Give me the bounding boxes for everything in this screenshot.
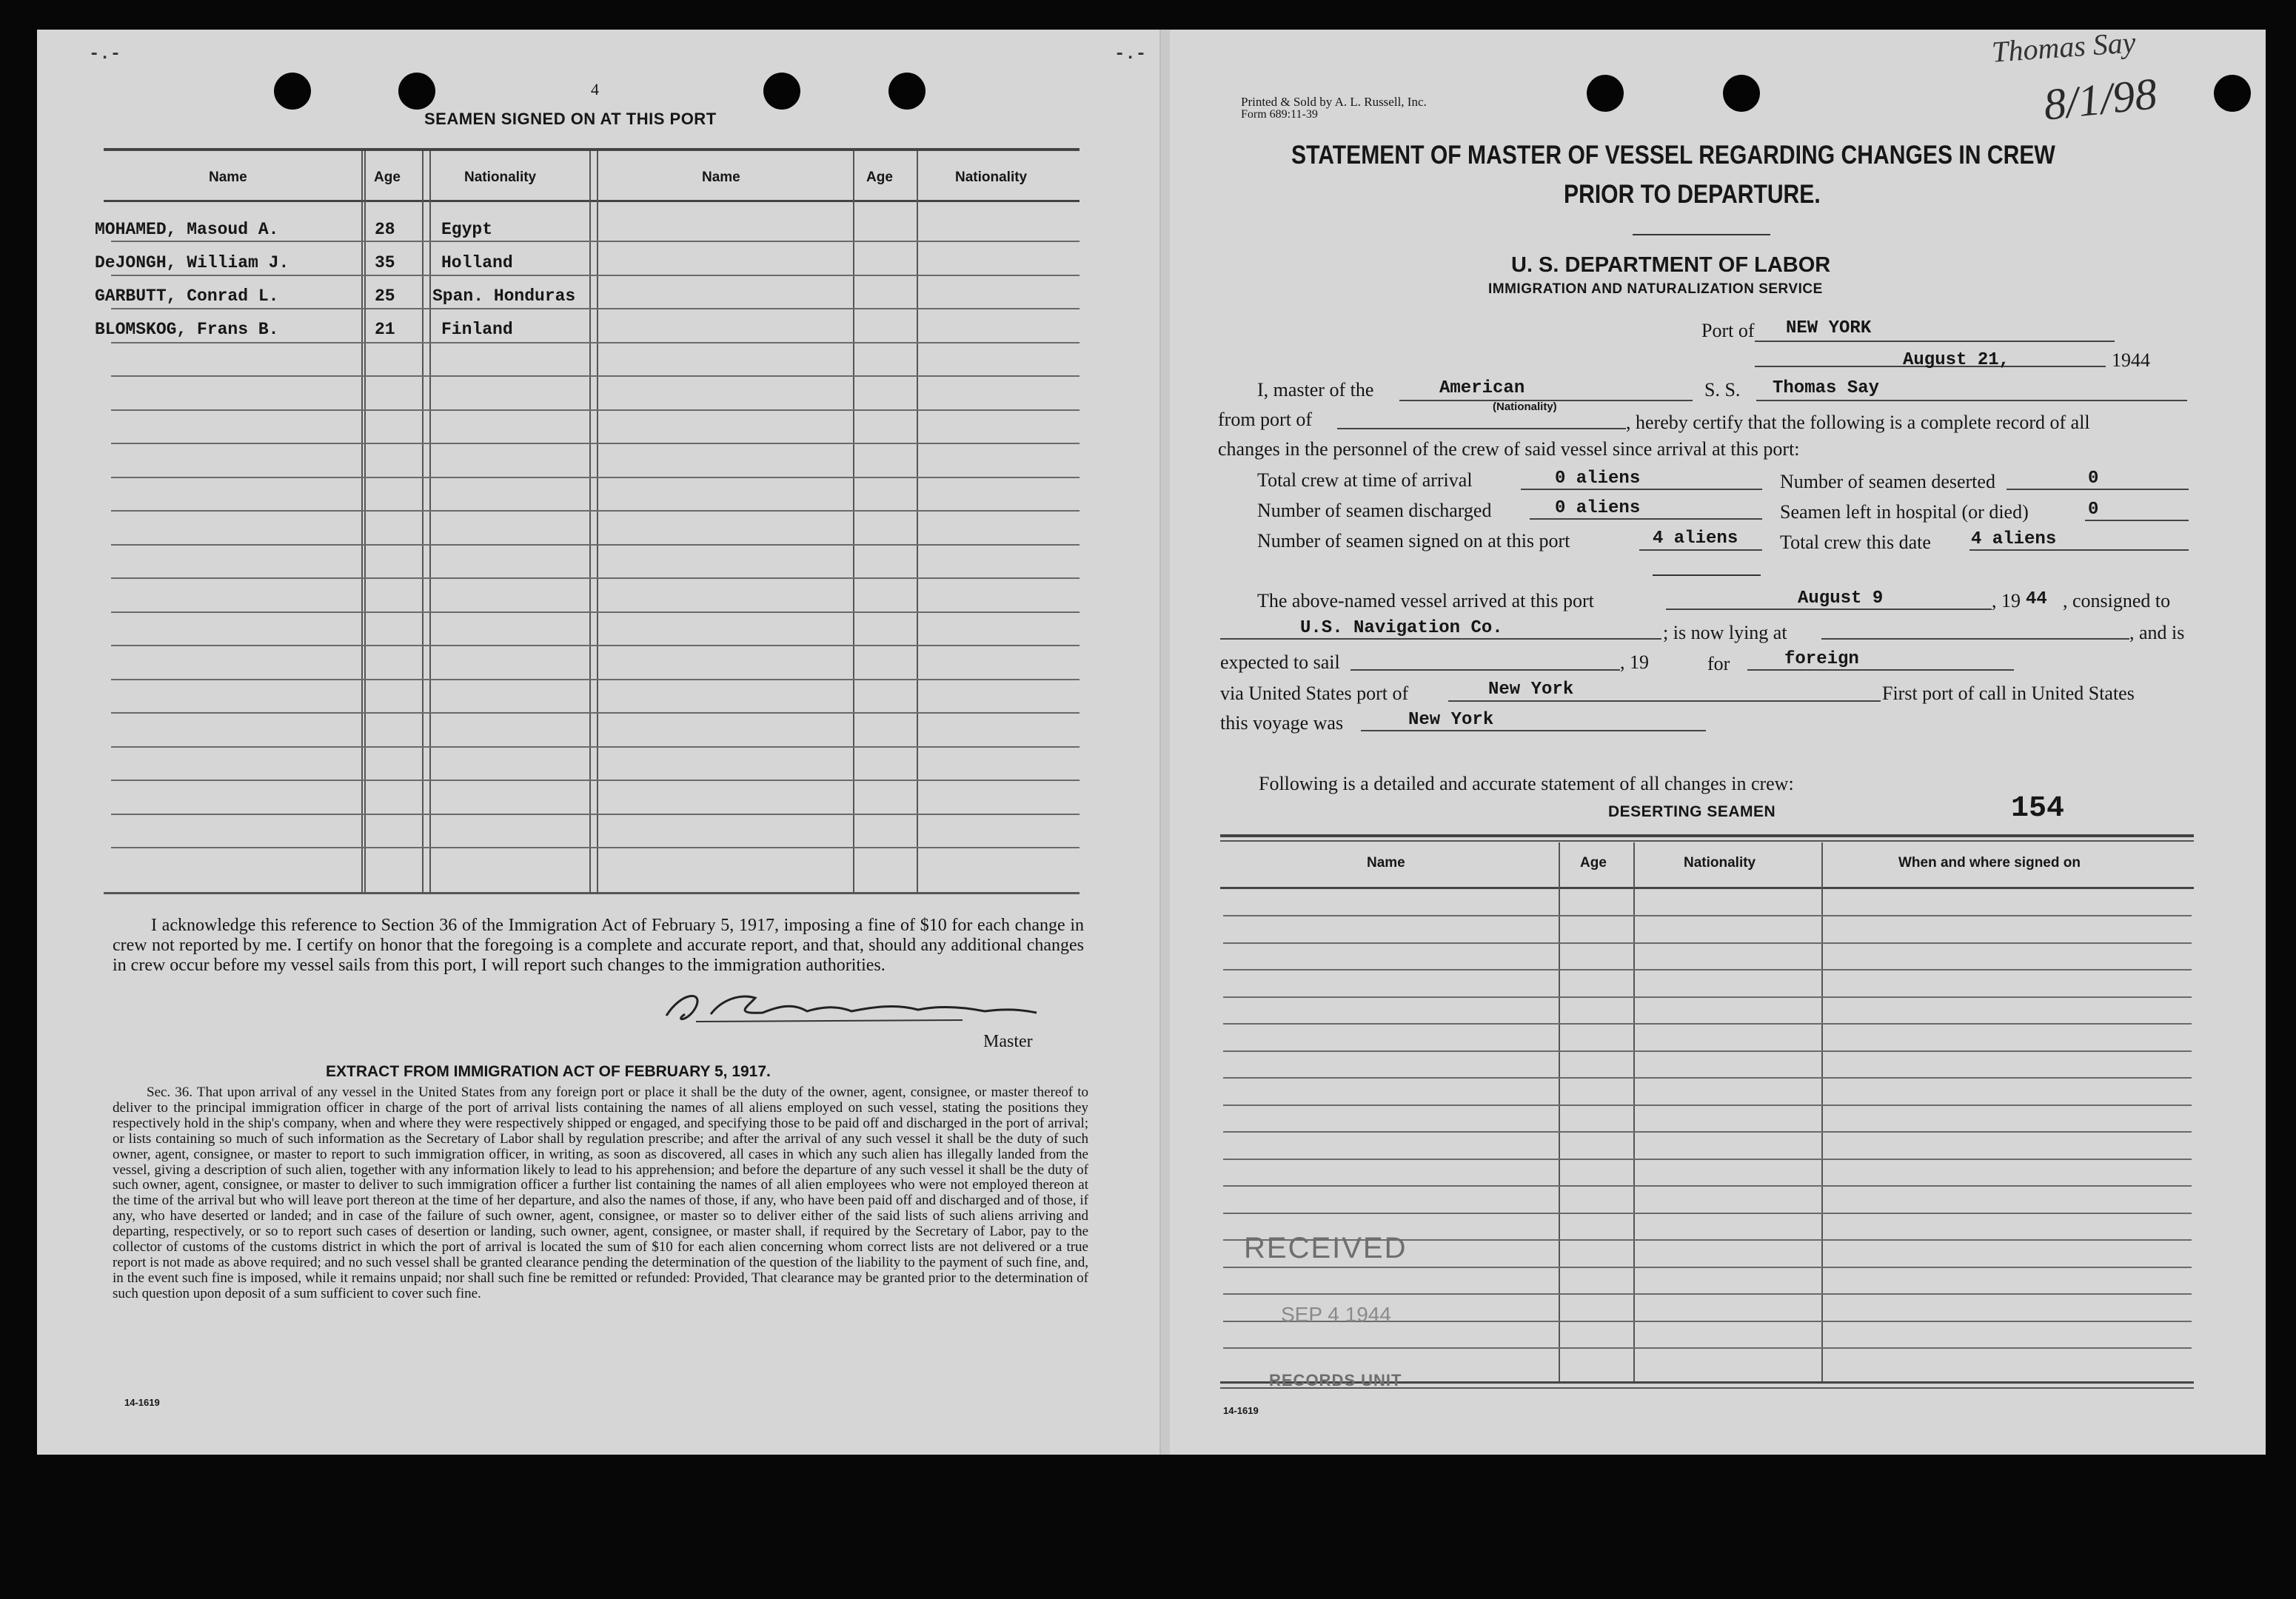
header-nationality: Nationality xyxy=(955,170,1028,185)
nationality-value: American xyxy=(1439,378,1525,398)
hospital-value: 0 xyxy=(2088,500,2099,520)
signed-on-label: Number of seamen signed on at this port xyxy=(1257,530,1570,552)
date-value: August 21, xyxy=(1903,350,2010,370)
table-rule-line xyxy=(111,746,1080,748)
table-rule-line xyxy=(111,544,1080,546)
printer-line: Printed & Sold by A. L. Russell, Inc. xyxy=(1241,95,1427,109)
total-crew-date-label: Total crew this date xyxy=(1780,532,1931,553)
table-row-nationality: Span. Honduras xyxy=(432,286,576,306)
table-rule-line xyxy=(1223,1050,2192,1052)
table-row-name: MOHAMED, Masoud A. xyxy=(95,220,279,239)
stamped-number: 154 xyxy=(2011,792,2065,825)
handwritten-number: 8/1/98 xyxy=(2041,69,2160,130)
table-rule-line xyxy=(111,241,1080,242)
header-nationality: Nationality xyxy=(1684,855,1756,871)
for-label: for xyxy=(1707,653,1730,674)
year-label: 1944 xyxy=(2112,349,2150,371)
expected-label: expected to sail xyxy=(1220,651,1340,673)
table-row-nationality: Holland xyxy=(441,253,513,272)
vessel-name: Thomas Say xyxy=(1773,378,1880,398)
table-row-nationality: Egypt xyxy=(441,220,493,239)
following-text: Following is a detailed and accurate statement of all changes in crew: xyxy=(1259,773,1794,794)
page-fold xyxy=(1159,30,1170,1455)
received-date-stamp: SEP 4 1944 xyxy=(1281,1303,1391,1326)
table-rule-line xyxy=(1223,1293,2192,1295)
table-rule-line xyxy=(111,645,1080,646)
table-row-age: 35 xyxy=(375,253,395,272)
page-number: 4 xyxy=(591,80,599,98)
table-rule-line xyxy=(1223,1267,2192,1268)
nationality-caption: (Nationality) xyxy=(1493,400,1557,413)
table-rule-line xyxy=(1223,915,2192,916)
changes-text: changes in the personnel of the crew of said vessel since arrival at this port: xyxy=(1218,438,1800,460)
table-rule-line xyxy=(1223,1185,2192,1187)
arrived-label: The above-named vessel arrived at this port xyxy=(1257,590,1594,611)
total-crew-arrival-label: Total crew at time of arrival xyxy=(1257,469,1473,491)
master-signature xyxy=(652,985,1051,1029)
table-rule-line xyxy=(1223,1347,2192,1349)
table-rule-line xyxy=(111,375,1080,377)
total-crew-date-value: 4 aliens xyxy=(1971,529,2057,549)
master-of-label: I, master of the xyxy=(1257,379,1374,400)
form-title: STATEMENT OF MASTER OF VESSEL REGARDING CHANGES IN CREW xyxy=(1291,141,2055,170)
punch-hole xyxy=(2214,75,2251,112)
table-rule-line xyxy=(111,577,1080,579)
lying-label: ; is now lying at xyxy=(1663,622,1787,643)
extract-title: EXTRACT FROM IMMIGRATION ACT OF FEBRUARY 5, 1917. xyxy=(326,1063,771,1080)
table-row-name: BLOMSKOG, Frans B. xyxy=(95,320,279,339)
via-label: via United States port of xyxy=(1220,683,1409,704)
certify-text: , hereby certify that the following is a complete record of all xyxy=(1626,412,2090,433)
port-of-label: Port of xyxy=(1701,320,1755,341)
table-rule-line xyxy=(1223,1159,2192,1160)
punch-hole xyxy=(888,73,926,110)
table-rule-line xyxy=(111,409,1080,411)
ss-label: S. S. xyxy=(1704,379,1741,400)
discharged-label: Number of seamen discharged xyxy=(1257,500,1492,521)
table-rule-line xyxy=(1223,1213,2192,1214)
hospital-label: Seamen left in hospital (or died) xyxy=(1780,501,2029,523)
punch-hole xyxy=(398,73,435,110)
total-crew-arrival-value: 0 aliens xyxy=(1555,469,1641,489)
table-rule-line xyxy=(111,814,1080,815)
punch-hole xyxy=(1723,75,1760,112)
department-name: U. S. DEPARTMENT OF LABOR xyxy=(1511,253,1831,277)
table-row-name: GARBUTT, Conrad L. xyxy=(95,286,279,306)
form-title-line2: PRIOR TO DEPARTURE. xyxy=(1564,180,1821,209)
from-port-label: from port of xyxy=(1218,409,1313,430)
header-name: Name xyxy=(702,170,740,185)
table-rule-line xyxy=(1223,969,2192,971)
discharged-value: 0 aliens xyxy=(1555,498,1641,518)
table-row-age: 28 xyxy=(375,220,395,239)
received-stamp: RECEIVED xyxy=(1244,1232,1408,1264)
first-port-label: First port of call in United States xyxy=(1882,683,2135,704)
table-title: SEAMEN SIGNED ON AT THIS PORT xyxy=(424,110,717,128)
table-rule-line xyxy=(111,712,1080,714)
records-unit-stamp: RECORDS UNIT xyxy=(1269,1371,1402,1390)
deserted-value: 0 xyxy=(2088,469,2099,489)
table-rule-line xyxy=(1223,996,2192,998)
corner-mark: -.- xyxy=(89,44,121,64)
port-of-value: NEW YORK xyxy=(1786,318,1872,338)
acknowledgment-text: I acknowledge this reference to Section 36 of the Immigration Act of February 5, 1917, imposing a fine of $10 for each change in crew not reported by me. I certify on honor that the foregoing is a complete and accurate report, and that, should any additional changes in crew occur before my vessel sails from this port, I will report such changes to the immigration authorities. xyxy=(113,916,1084,975)
voyage-value: New York xyxy=(1408,710,1494,730)
form-number: 14-1619 xyxy=(1223,1405,1259,1416)
via-value: New York xyxy=(1488,680,1574,700)
master-label: Master xyxy=(983,1032,1033,1051)
header-age: Age xyxy=(1580,855,1607,871)
table-rule-line xyxy=(1223,1077,2192,1079)
handwritten-note: Thomas Say xyxy=(1990,25,2137,69)
signed-on-value: 4 aliens xyxy=(1653,529,1738,549)
table-rule-line xyxy=(111,342,1080,343)
table-row-name: DeJONGH, William J. xyxy=(95,253,289,272)
form-number: 14-1619 xyxy=(124,1397,160,1408)
table-rule-line xyxy=(111,443,1080,444)
service-name: IMMIGRATION AND NATURALIZATION SERVICE xyxy=(1488,281,1823,297)
table-row-nationality: Finland xyxy=(441,320,513,339)
deserting-title: DESERTING SEAMEN xyxy=(1608,803,1776,820)
table-rule-line xyxy=(1223,1131,2192,1133)
table-rule-line xyxy=(111,847,1080,848)
punch-hole xyxy=(1587,75,1624,112)
arrived-year-value: 44 xyxy=(2026,589,2047,609)
deserted-label: Number of seamen deserted xyxy=(1780,471,1995,492)
table-rule-line xyxy=(1223,1104,2192,1106)
header-when-where: When and where signed on xyxy=(1898,855,2081,871)
and-is-label: , and is xyxy=(2129,622,2185,643)
expected-year: , 19 xyxy=(1620,651,1649,673)
table-row-age: 21 xyxy=(375,320,395,339)
header-name: Name xyxy=(209,170,247,185)
table-rule-line xyxy=(1223,942,2192,944)
punch-hole xyxy=(763,73,800,110)
table-rule-line xyxy=(111,477,1080,478)
table-rule-line xyxy=(1223,1023,2192,1025)
table-rule-line xyxy=(111,679,1080,680)
consigned-label: , consigned to xyxy=(2063,590,2171,611)
arrived-year-prefix: , 19 xyxy=(1992,590,2021,611)
voyage-label: this voyage was xyxy=(1220,712,1344,734)
table-rule-line xyxy=(111,611,1080,613)
header-age: Age xyxy=(866,170,893,185)
table-rule-line xyxy=(111,780,1080,781)
header-name: Name xyxy=(1367,855,1405,871)
table-rule-line xyxy=(111,510,1080,512)
extract-text: Sec. 36. That upon arrival of any vessel in the United States from any foreign port or place it shall be the duty of the owner, agent, consignee, or master thereof to deliver to the principal immigration officer in charge of the port of arrival lists containing the names of all aliens employed on such vessel, stating the positions they respectively hold in the ship's company, when and where they were respectively shipped or engaged, and specifying those to be paid off and discharged in the port of arrival; or lists containing so much of such information as the Secretary of Labor shall by regulation prescribe; and after the arrival of any such vessel it shall be the duty of such owner, agent, consignee, or master to report to such immigration officer, in writing, as soon as discovered, all cases in which any such alien has illegally landed from the vessel, giving a description of such alien, together with any information likely to lead to his apprehension; and before the departure of any such vessel it shall be the duty of such owner, agent, consignee, or master to deliver to such immigration officer a further list containing the names of all alien employees who were not employed thereon at the time of the arrival but who will leave port thereon at the time of her departure, and also the names of those, if any, who have been paid off and discharged and of those, if any, who have deserted or landed; and in case of the failure of such owner, agent, consignee, or master so to deliver either of the said lists of such aliens arriving and departing, respectively, or so to report such cases of desertion or landing, such owner, agent, consignee, or master shall, if required by the Secretary of Labor, pay to the collector of customs of the customs district in which the port of arrival is located the sum of $10 for each alien concerning whom correct lists are not delivered or a true report is not made as above required; and no such vessel shall be granted clearance pending the determination of the question of the liability to the payment of such fine, and, in the event such fine is imposed, while it remains unpaid; nor shall such fine be remitted or refunded: Provided, That clearance may be granted prior to the determination of such question upon deposit of a sum sufficient to cover such fine. xyxy=(113,1085,1088,1301)
corner-mark: -.- xyxy=(1114,44,1147,64)
header-nationality: Nationality xyxy=(464,170,537,185)
header-age: Age xyxy=(374,170,401,185)
table-rule-line xyxy=(111,308,1080,309)
table-rule-line xyxy=(111,275,1080,276)
consignee-value: U.S. Navigation Co. xyxy=(1300,618,1503,638)
punch-hole xyxy=(274,73,311,110)
table-row-age: 25 xyxy=(375,286,395,306)
form-code: Form 689:11-39 xyxy=(1241,108,1318,121)
for-value: foreign xyxy=(1784,649,1859,669)
arrived-date: August 9 xyxy=(1798,589,1884,609)
